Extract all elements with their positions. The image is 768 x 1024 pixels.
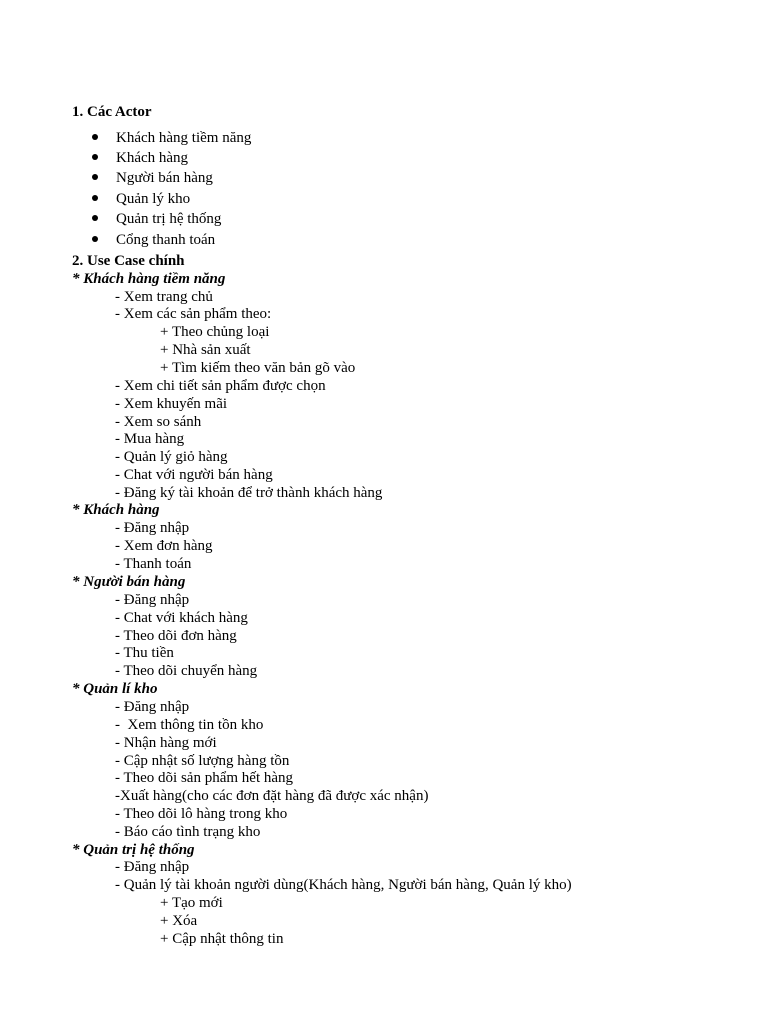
sub-list-item: + Cập nhật thông tin (160, 931, 284, 947)
list-item: - Theo dõi chuyển hàng (115, 663, 258, 679)
list-item: - Xem so sánh (115, 414, 202, 430)
list-item: - Xem khuyến mãi (115, 396, 228, 412)
list-item: Quản lý kho (116, 191, 191, 207)
section-title-admin: * Quản trị hệ thống (72, 842, 195, 858)
sub-list-item: + Theo chủng loại (160, 324, 270, 340)
list-item: - Theo dõi sản phẩm hết hàng (115, 770, 294, 786)
bullet-icon (92, 215, 100, 223)
section-title-seller: * Người bán hàng (72, 574, 186, 590)
section-title-customer: * Khách hàng (72, 502, 160, 518)
list-item: - Xem chi tiết sản phẩm được chọn (115, 378, 326, 394)
bullet-icon (92, 134, 100, 142)
list-item: Khách hàng (116, 150, 189, 166)
list-item: - Cập nhật số lượng hàng tồn (115, 753, 290, 769)
bullet-icon (92, 174, 100, 182)
sub-list-item: + Tạo mới (160, 895, 223, 911)
section-title-potential-customer: * Khách hàng tiềm năng (72, 271, 226, 287)
list-item: - Quản lý tài khoản người dùng(Khách hàng, Người bán hàng, Quản lý kho) (115, 877, 572, 893)
bullet-icon (92, 236, 100, 244)
section-title-warehouse: * Quản lí kho (72, 681, 158, 697)
list-item: Quản trị hệ thống (116, 211, 222, 227)
actors-heading: 1. Các Actor (72, 104, 152, 120)
sub-list-item: + Tìm kiếm theo văn bản gõ vào (160, 360, 356, 376)
list-item: - Mua hàng (115, 431, 185, 447)
list-item: - Xem thông tin tồn kho (115, 717, 264, 733)
list-item: Cổng thanh toán (116, 232, 216, 248)
list-item: - Chat với người bán hàng (115, 467, 273, 483)
sub-list-item: + Nhà sản xuất (160, 342, 251, 358)
list-item: - Đăng nhập (115, 520, 190, 536)
list-item: - Xem đơn hàng (115, 538, 213, 554)
list-item: - Đăng nhập (115, 859, 190, 875)
list-item: - Đăng nhập (115, 592, 190, 608)
usecase-heading: 2. Use Case chính (72, 253, 185, 269)
bullet-icon (92, 154, 100, 162)
list-item: - Chat với khách hàng (115, 610, 248, 626)
bullet-icon (92, 195, 100, 203)
list-item: - Nhận hàng mới (115, 735, 217, 751)
list-item: - Xem các sản phẩm theo: (115, 306, 272, 322)
list-item: - Thanh toán (115, 556, 192, 572)
list-item: -Xuất hàng(cho các đơn đặt hàng đã được xác nhận) (115, 788, 429, 804)
list-item: - Quản lý giỏ hàng (115, 449, 228, 465)
list-item: - Xem trang chủ (115, 289, 213, 305)
sub-list-item: + Xóa (160, 913, 198, 929)
list-item: - Đăng nhập (115, 699, 190, 715)
list-item: Người bán hàng (116, 170, 213, 186)
list-item: - Thu tiền (115, 645, 174, 661)
list-item: - Báo cáo tình trạng kho (115, 824, 261, 840)
list-item: - Theo dõi đơn hàng (115, 628, 237, 644)
list-item: - Đăng ký tài khoản để trở thành khách hàng (115, 485, 383, 501)
list-item: Khách hàng tiềm năng (116, 130, 252, 146)
list-item: - Theo dõi lô hàng trong kho (115, 806, 288, 822)
